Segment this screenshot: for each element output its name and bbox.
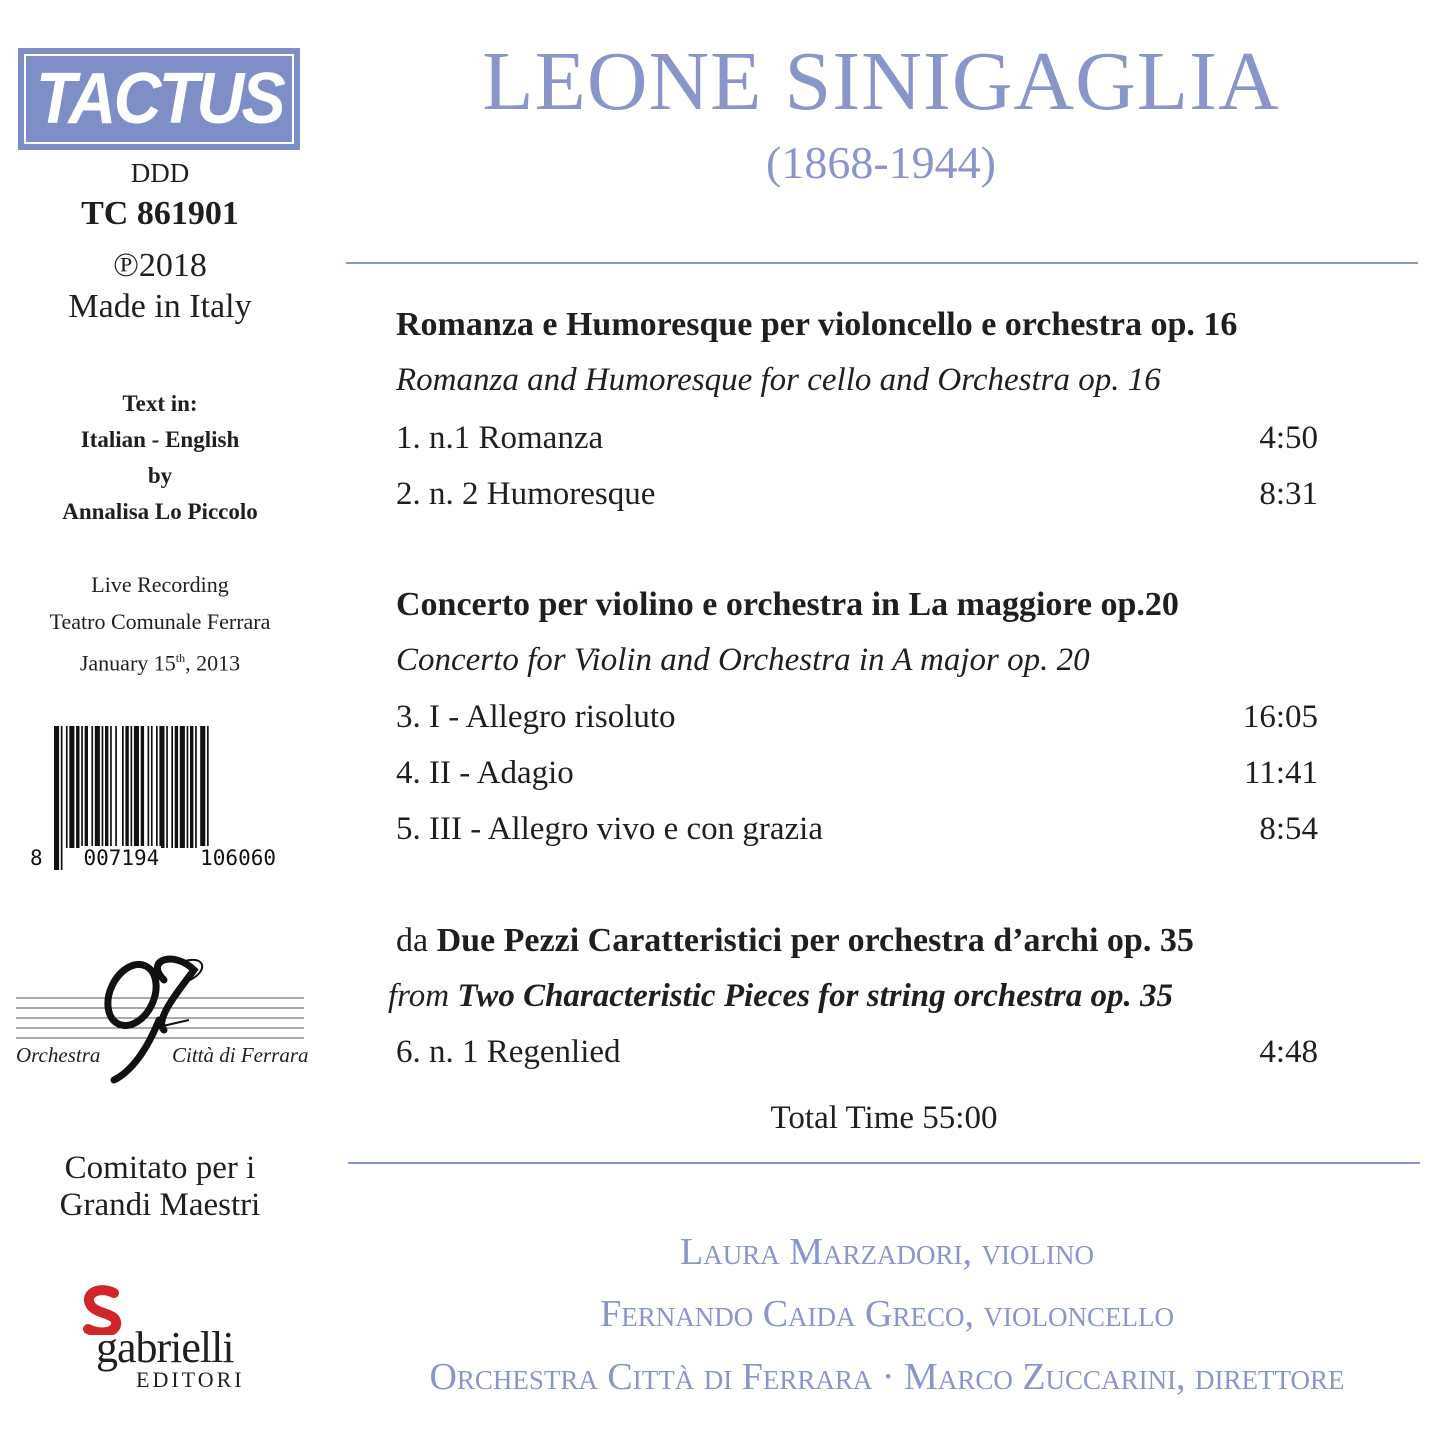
track-title: 6. n. 1 Regenlied [396,1034,621,1070]
barcode-bar [171,726,173,848]
work-subtitle-prefix: from [388,978,458,1014]
track-title: 1. n.1 Romanza [396,420,604,456]
orchestra-logo-icon [14,950,306,1090]
committee-line: Comitato per i [64,1150,256,1186]
tactus-logo-text: TACTUS [35,59,283,139]
track-row [396,755,1318,792]
barcode-digits [28,846,278,870]
publisher-sub: EDITORI [136,1367,245,1392]
track-row [396,811,1318,848]
barcode-bar [175,726,178,848]
tactus-logo-frame [24,54,294,144]
track-title: 5. III - Allegro vivo e con grazia [396,811,824,847]
barcode-bar [159,726,164,848]
format-label: DDD [130,158,190,188]
work-title-prefix: da [396,922,437,959]
barcode-bar [156,726,158,848]
track-time: 4:48 [1259,1034,1318,1070]
track-time: 8:31 [1259,476,1318,512]
barcode-digit-group: 106060 [200,846,276,870]
text-info-line: Italian - English [80,427,240,452]
work-title [396,586,1179,624]
recording-date-main: January 15 [79,650,176,676]
barcode [28,722,278,872]
performer-line: Fernando Caida Greco, violoncello [600,1293,1174,1335]
tactus-logo [18,48,300,150]
barcode-bar [141,726,144,848]
work-subtitle-text: Two Characteristic Pieces for string orchestra op. 35 [457,978,1173,1014]
track-time: 11:41 [1244,755,1318,791]
performer-line: Laura Marzadori, violino [680,1231,1094,1273]
track-time: 8:54 [1259,811,1318,847]
bottom-divider [348,1162,1420,1164]
track-title: 3. I - Allegro risoluto [396,699,676,735]
recording-date [10,640,310,681]
barcode-bar [187,726,189,848]
barcode-bar [148,726,150,848]
made-in: Made in Italy [68,288,252,325]
work-title [396,922,1194,960]
recording-info [10,566,310,681]
barcode-bar [110,726,112,848]
barcode-bar [102,726,104,848]
track-title: 4. II - Adagio [396,755,574,791]
track-row [396,420,1318,457]
barcode-bar [195,726,197,848]
recording-type: Live Recording [91,572,229,597]
barcode-bar [122,726,124,848]
track-time: 4:50 [1259,420,1318,456]
composer-dates: (1868-1944) [766,137,996,188]
track-time: 16:05 [1242,699,1318,735]
work-subtitle-text: Concerto for Violin and Orchestra in A major op. 20 [396,642,1090,678]
barcode-bar [105,726,108,848]
barcode-bar [69,726,74,848]
recording-date-year: , 2013 [185,650,241,676]
work-title-text: Due Pezzi Caratteristici per orchestra d’archi op. 35 [436,922,1194,959]
work-title [396,306,1237,344]
committee [10,1150,310,1224]
text-info-line: Text in: [122,391,198,416]
barcode-bar [76,726,79,848]
barcode-digit-group: 007194 [83,846,160,870]
barcode-bar [66,726,68,848]
work-title-text: Concerto per violino e orchestra in La maggiore op.20 [396,586,1179,623]
total-time: Total Time 55:00 [770,1100,998,1136]
committee-line: Grandi Maestri [59,1187,261,1223]
composer-name: LEONE SINIGAGLIA [482,35,1280,128]
work-subtitle [396,362,1161,399]
track-row [396,699,1318,736]
barcode-bar [125,726,128,848]
work-subtitle [388,978,1173,1015]
track-row [396,1034,1318,1071]
recording-venue: Teatro Comunale Ferrara [49,609,271,634]
performer-line: Orchestra Città di Ferrara · Marco Zuccarini, direttore [429,1356,1345,1398]
track-row [396,476,1318,513]
publisher-name: gabrielli [96,1323,234,1372]
work-subtitle-text: Romanza and Humoresque for cello and Orchestra op. 16 [396,362,1161,398]
orchestra-logo-label: Città di Ferrara [172,1043,309,1067]
barcode-bar [190,726,193,848]
work-title-text: Romanza e Humoresque per violoncello e orchestra op. 16 [396,306,1238,343]
barcode-bar [200,726,205,848]
barcode-bar [166,726,168,848]
phonogram-year: ℗2018 [113,247,207,284]
barcode-bar [91,726,93,848]
top-divider [346,262,1418,264]
orchestra-logo-label: Orchestra [16,1043,104,1068]
barcode-bar [85,726,88,848]
barcode-bar [134,726,139,848]
barcode-digit-lead: 8 [30,846,43,870]
catalog-number: TC 861901 [81,195,239,232]
barcode-bar [95,726,100,848]
barcode-bar [180,726,185,848]
track-title: 2. n. 2 Humoresque [396,476,656,512]
barcode-bar [151,726,153,848]
barcode-bar [115,726,117,848]
recording-date-suffix: th [175,651,186,665]
work-subtitle [396,642,1090,679]
barcode-bar [81,726,83,848]
text-info-line: by [147,463,173,488]
text-info [10,386,310,530]
text-info-line: Annalisa Lo Piccolo [62,499,258,524]
